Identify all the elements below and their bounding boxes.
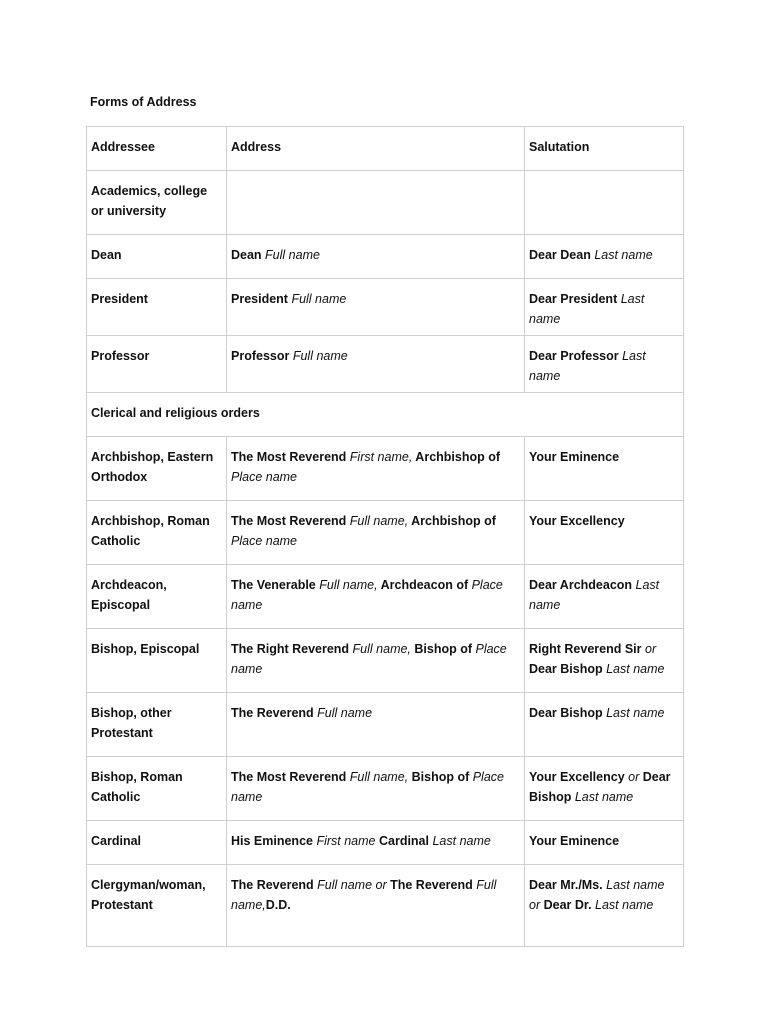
placeholder-text: Full name: [317, 706, 373, 720]
placeholder-text: Full name: [291, 292, 347, 306]
fixed-text: Dear Archdeacon: [529, 578, 636, 592]
placeholder-text: Last name: [594, 248, 653, 262]
table-row: [87, 693, 684, 757]
salutation-cell: [525, 279, 684, 336]
header-address: Address: [227, 127, 525, 171]
fixed-text: President: [231, 292, 292, 306]
header-addressee: Addressee: [87, 127, 227, 171]
fixed-text: Dear Mr./Ms.: [529, 878, 607, 892]
placeholder-text: Full name: [292, 349, 348, 363]
empty-cell: [227, 171, 525, 235]
fixed-text: Dear Bishop: [529, 662, 607, 676]
fixed-text: Right Reverend Sir: [529, 642, 645, 656]
table-row: [87, 565, 684, 629]
fixed-text: Dean: [231, 248, 266, 262]
header-row: [87, 127, 684, 171]
empty-cell: [525, 171, 684, 235]
fixed-text: The Right Reverend: [231, 642, 353, 656]
table-row: [87, 501, 684, 565]
fixed-text: Bishop of: [408, 770, 473, 784]
placeholder-text: Place name: [231, 534, 298, 548]
fixed-text: Your Eminence: [529, 834, 620, 848]
placeholder-text: Place name: [231, 578, 503, 612]
forms-of-address-table: [86, 126, 684, 947]
fixed-text: The Most Reverend: [231, 514, 350, 528]
salutation-cell: [525, 821, 684, 865]
placeholder-text: Last name: [529, 578, 660, 612]
address-cell: [227, 821, 525, 865]
salutation-cell: [525, 235, 684, 279]
table-row: [87, 279, 684, 336]
addressee-cell: Bishop, other Protestant: [87, 693, 227, 757]
section-label-clerical: Clerical and religious orders: [87, 393, 684, 437]
salutation-cell: [525, 757, 684, 821]
salutation-cell: [525, 336, 684, 393]
address-cell: [227, 336, 525, 393]
placeholder-text: Last name: [529, 349, 646, 383]
fixed-text: Bishop of: [410, 642, 476, 656]
addressee-cell: Archbishop, Roman Catholic: [87, 501, 227, 565]
table-row: [87, 336, 684, 393]
address-cell: [227, 501, 525, 565]
table-row: [87, 757, 684, 821]
placeholder-text: or: [645, 642, 657, 656]
fixed-text: The Reverend: [386, 878, 477, 892]
placeholder-text: Last name or: [529, 878, 665, 912]
placeholder-text: Last name: [606, 706, 665, 720]
fixed-text: His Eminence: [231, 834, 317, 848]
fixed-text: D.D.: [265, 898, 291, 912]
fixed-text: The Reverend: [231, 706, 318, 720]
address-cell: [227, 565, 525, 629]
placeholder-text: Last name: [595, 898, 654, 912]
fixed-text: The Venerable: [231, 578, 320, 592]
placeholder-text: Place name: [231, 770, 504, 804]
addressee-cell: Dean: [87, 235, 227, 279]
placeholder-text: Full name or: [317, 878, 387, 892]
fixed-text: Your Excellency: [529, 514, 625, 528]
address-cell: [227, 693, 525, 757]
fixed-text: Professor: [231, 349, 293, 363]
addressee-cell: Cardinal: [87, 821, 227, 865]
placeholder-text: Full name,: [352, 642, 411, 656]
fixed-text: Dear President: [529, 292, 621, 306]
placeholder-text: Full name,: [231, 878, 497, 912]
placeholder-text: Full name,: [349, 514, 409, 528]
salutation-cell: [525, 693, 684, 757]
table-row: [87, 629, 684, 693]
salutation-cell: [525, 437, 684, 501]
fixed-text: Dear Bishop: [529, 770, 671, 804]
addressee-cell: Archdeacon, Episcopal: [87, 565, 227, 629]
table-row: [87, 235, 684, 279]
fixed-text: Your Excellency: [529, 770, 629, 784]
fixed-text: Archbishop of: [412, 450, 501, 464]
salutation-cell: [525, 565, 684, 629]
salutation-cell: [525, 501, 684, 565]
address-cell: [227, 235, 525, 279]
fixed-text: Cardinal: [375, 834, 433, 848]
section-row-clerical: [87, 393, 684, 437]
header-salutation: Salutation: [525, 127, 684, 171]
page-title: Forms of Address: [90, 95, 197, 109]
table-row: [87, 865, 684, 947]
fixed-text: Your Eminence: [529, 450, 620, 464]
placeholder-text: or: [628, 770, 640, 784]
placeholder-text: Last name: [574, 790, 634, 804]
placeholder-text: First name,: [349, 450, 413, 464]
address-cell: [227, 629, 525, 693]
address-cell: [227, 437, 525, 501]
fixed-text: The Most Reverend: [231, 770, 350, 784]
table-row: [87, 821, 684, 865]
address-cell: [227, 757, 525, 821]
section-row-academics: [87, 171, 684, 235]
placeholder-text: Place name: [231, 470, 298, 484]
fixed-text: Archdeacon of: [377, 578, 472, 592]
addressee-cell: Bishop, Roman Catholic: [87, 757, 227, 821]
placeholder-text: Full name,: [349, 770, 409, 784]
table-row: [87, 437, 684, 501]
addressee-cell: Bishop, Episcopal: [87, 629, 227, 693]
addressee-cell: Clergyman/woman, Protestant: [87, 865, 227, 947]
fixed-text: Dear Dr.: [540, 898, 596, 912]
placeholder-text: First name: [316, 834, 376, 848]
placeholder-text: Last name: [432, 834, 491, 848]
placeholder-text: Full name: [265, 248, 320, 262]
salutation-cell: [525, 865, 684, 947]
fixed-text: The Reverend: [231, 878, 318, 892]
placeholder-text: Full name,: [319, 578, 378, 592]
placeholder-text: Last name: [606, 662, 665, 676]
salutation-cell: [525, 629, 684, 693]
addressee-cell: Professor: [87, 336, 227, 393]
address-cell: [227, 279, 525, 336]
fixed-text: The Most Reverend: [231, 450, 350, 464]
fixed-text: Dear Bishop: [529, 706, 607, 720]
addressee-cell: President: [87, 279, 227, 336]
placeholder-text: Last name: [529, 292, 645, 326]
fixed-text: Archbishop of: [408, 514, 496, 528]
address-cell: [227, 865, 525, 947]
addressee-cell: Archbishop, Eastern Orthodox: [87, 437, 227, 501]
placeholder-text: Place name: [231, 642, 507, 676]
fixed-text: Dear Professor: [529, 349, 623, 363]
section-label-academics: Academics, college or university: [87, 171, 227, 235]
fixed-text: Dear Dean: [529, 248, 595, 262]
